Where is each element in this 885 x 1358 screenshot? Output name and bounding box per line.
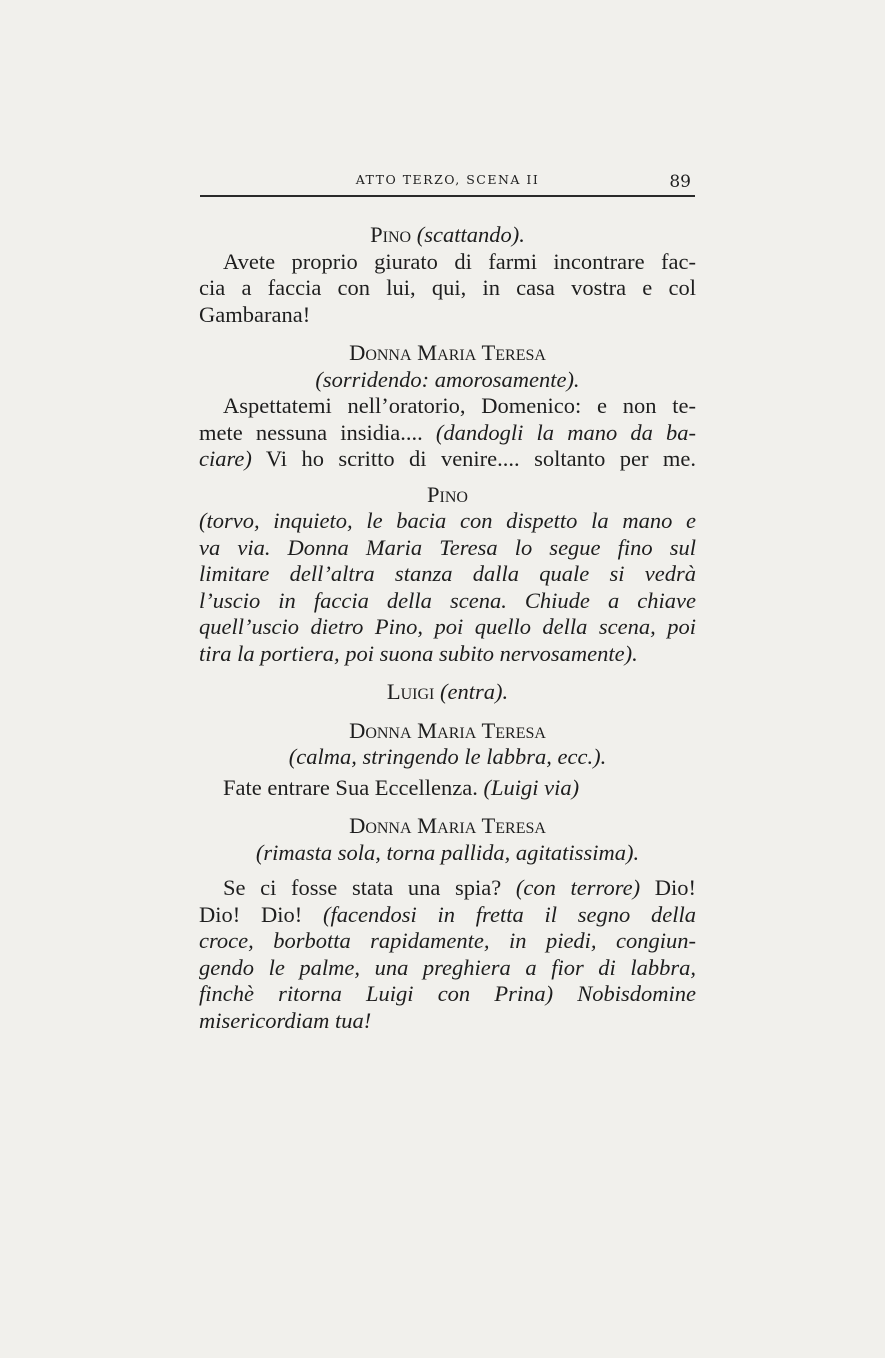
text-line: cia a faccia con lui, qui, in casa vostra e col: [199, 275, 696, 300]
stage-direction: (dandogli la mano da ba-: [435, 419, 696, 445]
text-line: Gambarana!: [199, 301, 311, 327]
stage-direction: ciare): [199, 446, 252, 471]
dialogue-paragraph: [199, 875, 696, 1034]
text-line: misericordiam tua!: [199, 1007, 372, 1033]
dialogue-paragraph: [199, 249, 696, 329]
text-line: gendo le palme, una preghiera a fior di labbra,: [199, 954, 696, 980]
stage-direction-paragraph: [199, 508, 696, 667]
speaker-name: Donna Maria Teresa: [349, 717, 546, 743]
text-segment: Fate entrare Sua Eccellenza.: [223, 774, 484, 800]
dialogue-paragraph: [199, 393, 696, 473]
text-line: tira la portiera, poi suona subito nervosamente).: [199, 640, 638, 666]
speaker-heading: [199, 813, 696, 866]
text-line: [199, 875, 696, 902]
stage-direction: finchè ritorna Luigi con Prina): [199, 981, 554, 1006]
text-segment: Nobisdomine: [553, 981, 696, 1006]
dialogue-paragraph: [199, 775, 696, 802]
text-line: [199, 981, 696, 1008]
speaker-name: Donna Maria Teresa: [349, 813, 546, 838]
text-line: croce, borbotta rapidamente, in piedi, congiun-: [199, 928, 696, 953]
running-header: [200, 172, 695, 196]
text-segment: Vi ho scritto di venire.... soltanto per me.: [251, 446, 696, 471]
text-segment: Se ci fosse stata una spia?: [223, 875, 516, 900]
stage-direction: (scattando).: [416, 222, 525, 247]
text-line: (torvo, inquieto, le bacia con dispetto la mano e: [199, 508, 696, 533]
text-line: Aspettatemi nell’oratorio, Domenico: e non te-: [223, 393, 696, 418]
speaker-heading: [199, 679, 696, 706]
header-rule: [200, 195, 695, 197]
text-segment: mete nessuna insidia....: [199, 419, 436, 445]
stage-direction: (calma, stringendo le labbra, ecc.).: [288, 744, 607, 769]
speaker-heading: [199, 340, 696, 393]
speaker-heading: [199, 718, 696, 771]
speaker-heading: [199, 482, 696, 509]
text-line: [199, 420, 696, 447]
speaker-name: Pino: [370, 222, 412, 247]
stage-direction: (sorridendo: amorosamente).: [315, 366, 580, 392]
play-text: [199, 222, 696, 1034]
text-line: Avete proprio giurato di farmi incontrare fac-: [223, 248, 696, 274]
text-line: [199, 775, 696, 802]
stage-direction: (rimasta sola, torna pallida, agitatissima).: [255, 839, 640, 865]
text-line: [199, 446, 696, 473]
speaker-name: Donna Maria Teresa: [349, 340, 546, 365]
stage-direction: (Luigi via): [483, 774, 580, 800]
stage-direction: (entra).: [440, 679, 509, 704]
page-number: 89: [669, 172, 691, 192]
speaker-name: Luigi: [386, 679, 435, 704]
text-line: [199, 902, 696, 929]
running-title: ATTO TERZO, SCENA II: [355, 172, 540, 187]
text-line: limitare dell’altra stanza dalla quale si vedrà: [199, 561, 696, 586]
text-segment: Dio!: [640, 875, 696, 900]
text-line: quell’uscio dietro Pino, poi quello della scena, poi: [199, 614, 696, 639]
stage-direction: (facendosi in fretta il segno della: [323, 901, 696, 927]
text-segment: Dio! Dio!: [199, 901, 324, 927]
text-line: va via. Donna Maria Teresa lo segue fino sul: [199, 534, 696, 560]
speaker-heading: [199, 222, 696, 249]
stage-direction: (con terrore): [515, 875, 641, 900]
speaker-name: Pino: [427, 481, 468, 507]
text-line: l’uscio in faccia della scena. Chiude a chiave: [199, 587, 696, 613]
